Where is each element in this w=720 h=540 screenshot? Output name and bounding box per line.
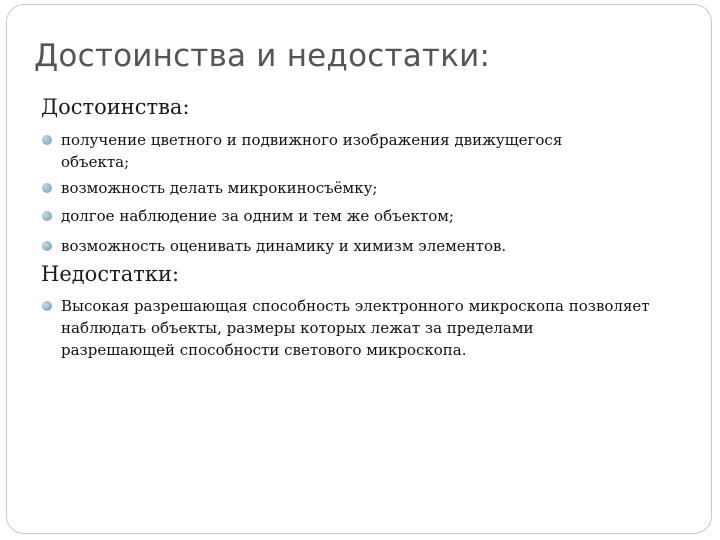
disadvantages-list (41, 295, 651, 361)
slide-frame (6, 4, 712, 534)
list-item (41, 295, 651, 361)
list-item-text: получение цветного и подвижного изображения движущегося объекта; (61, 131, 563, 171)
list-item (41, 177, 601, 199)
list-item-text: Высокая разрешающая способность электронного микроскопа позволяет наблюдать объекты, размеры которых лежат за пределами разрешающей способности светового микроскопа. (61, 297, 650, 359)
disadvantages-heading: Недостатки: (41, 262, 180, 286)
list-item-text: возможность оценивать динамику и химизм элементов. (61, 237, 507, 255)
bullet-icon (42, 241, 52, 251)
list-item (41, 205, 601, 227)
list-item-text: долгое наблюдение за одним и тем же объектом; (61, 207, 454, 225)
bullet-icon (42, 183, 52, 193)
advantages-list (41, 129, 601, 257)
bullet-icon (42, 211, 52, 221)
advantages-heading: Достоинства: (41, 95, 190, 119)
list-item (41, 235, 601, 257)
list-item-text: возможность делать микрокиносъёмку; (61, 179, 378, 197)
slide-title: Достоинства и недостатки: (34, 38, 491, 74)
bullet-icon (42, 301, 52, 311)
list-item (41, 129, 601, 173)
bullet-icon (42, 135, 52, 145)
